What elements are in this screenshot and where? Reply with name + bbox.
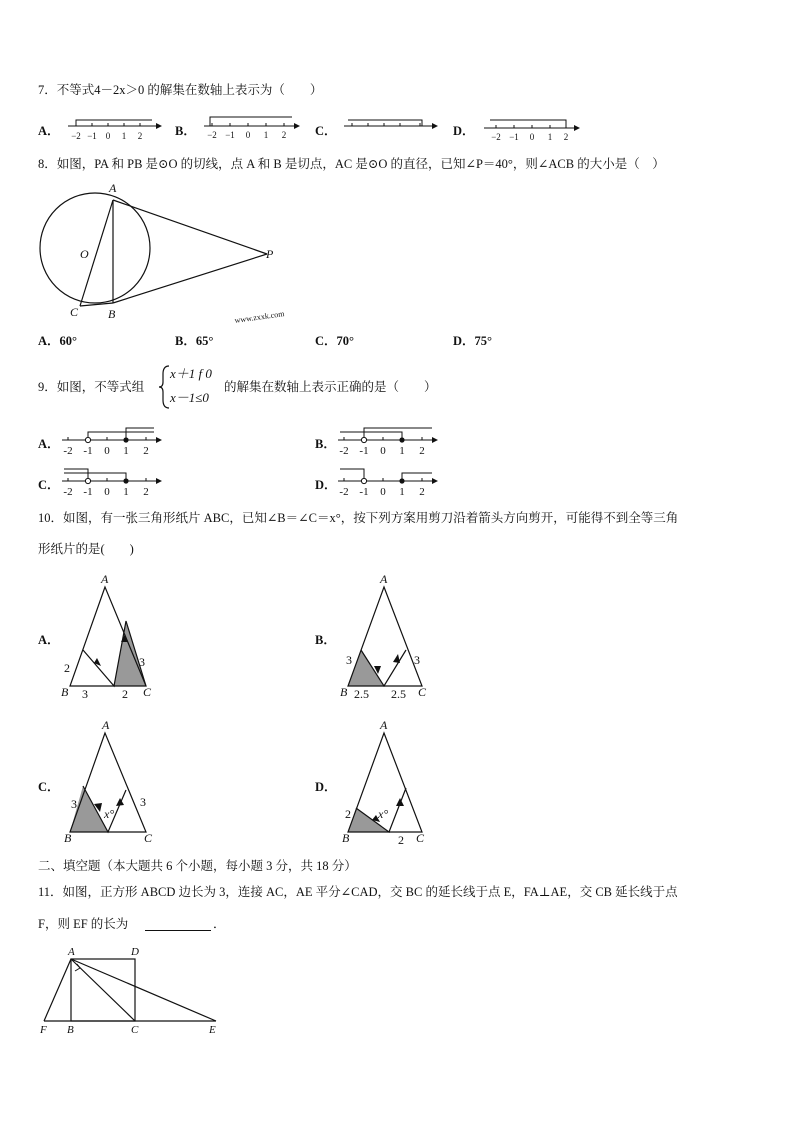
q9-option-c-label[interactable]: C． bbox=[38, 478, 60, 492]
q9-option-d-numberline bbox=[336, 465, 440, 499]
svg-text:C: C bbox=[418, 685, 427, 699]
svg-text:−2: −2 bbox=[207, 130, 217, 140]
q8-option-c[interactable]: C．70° bbox=[315, 334, 355, 348]
svg-text:−1: −1 bbox=[225, 130, 235, 140]
q7-option-c-label[interactable]: C． bbox=[315, 124, 337, 138]
svg-text:2: 2 bbox=[143, 486, 149, 498]
svg-text:B: B bbox=[64, 831, 72, 845]
q11-stem-end: ． bbox=[213, 917, 226, 931]
q8-option-a[interactable]: A．60° bbox=[38, 334, 78, 348]
svg-text:B: B bbox=[61, 685, 69, 699]
svg-text:F: F bbox=[40, 1024, 47, 1036]
q9-option-b-label[interactable]: B． bbox=[315, 437, 336, 451]
q7-option-b-label[interactable]: B． bbox=[175, 124, 196, 138]
svg-text:−1: −1 bbox=[509, 132, 519, 142]
q10-option-a-label[interactable]: A． bbox=[38, 633, 60, 647]
svg-text:2: 2 bbox=[122, 687, 128, 701]
svg-text:A: A bbox=[102, 718, 110, 732]
svg-text:1: 1 bbox=[263, 130, 269, 140]
svg-text:1: 1 bbox=[123, 486, 129, 498]
svg-text:−2: −2 bbox=[71, 131, 81, 141]
svg-text:2: 2 bbox=[64, 661, 70, 675]
svg-text:C: C bbox=[131, 1024, 139, 1036]
svg-text:0: 0 bbox=[104, 486, 110, 498]
watermark: www.zxxk.com bbox=[234, 309, 285, 325]
svg-text:x°: x° bbox=[104, 807, 115, 821]
svg-text:1: 1 bbox=[399, 486, 405, 498]
svg-text:3: 3 bbox=[71, 797, 77, 811]
q10-option-d-label[interactable]: D． bbox=[315, 780, 337, 794]
svg-text:2: 2 bbox=[137, 131, 143, 141]
svg-text:B: B bbox=[340, 685, 348, 699]
svg-text:A: A bbox=[101, 572, 109, 586]
svg-text:x°: x° bbox=[378, 807, 389, 821]
svg-text:-1: -1 bbox=[83, 445, 93, 457]
svg-text:B: B bbox=[67, 1024, 74, 1036]
q9-system-line2: x－1≤0 bbox=[170, 390, 209, 405]
svg-text:1: 1 bbox=[399, 445, 405, 457]
q8-circle-tangent-figure bbox=[30, 178, 290, 325]
q11-answer-blank[interactable] bbox=[145, 930, 211, 931]
svg-text:B: B bbox=[342, 831, 350, 845]
svg-text:1: 1 bbox=[123, 445, 129, 457]
svg-text:-2: -2 bbox=[63, 445, 73, 457]
point-p-label: P bbox=[266, 247, 274, 261]
q9-option-c-numberline bbox=[60, 465, 164, 499]
right-angle-mark bbox=[75, 964, 80, 971]
svg-text:-2: -2 bbox=[339, 486, 349, 498]
svg-text:A: A bbox=[380, 718, 388, 732]
q9-option-d-label[interactable]: D． bbox=[315, 478, 337, 492]
svg-text:-2: -2 bbox=[63, 486, 73, 498]
q10-figure-a bbox=[58, 572, 158, 702]
svg-text:1: 1 bbox=[547, 132, 553, 142]
segment-ae bbox=[71, 959, 216, 1021]
q9-stem-post: 的解集在数轴上表示正确的是（ ） bbox=[224, 380, 437, 394]
point-a-label: A bbox=[109, 181, 117, 195]
segment-fa bbox=[44, 959, 71, 1021]
svg-text:2: 2 bbox=[345, 807, 351, 821]
svg-text:C: C bbox=[143, 685, 152, 699]
point-o-label: O bbox=[80, 247, 89, 261]
q9-option-a-label[interactable]: A． bbox=[38, 437, 60, 451]
q7-option-a-label[interactable]: A． bbox=[38, 124, 60, 138]
svg-text:−2: −2 bbox=[491, 132, 501, 142]
svg-text:A: A bbox=[68, 946, 75, 958]
q10-figure-d bbox=[336, 718, 446, 848]
point-b-label: B bbox=[108, 307, 116, 321]
q7-option-c-numberline bbox=[340, 114, 440, 144]
svg-text:2.5: 2.5 bbox=[354, 687, 369, 701]
svg-text:1: 1 bbox=[121, 131, 127, 141]
q7-option-b-numberline bbox=[200, 112, 304, 142]
svg-text:2.5: 2.5 bbox=[391, 687, 406, 701]
q7-option-d-numberline bbox=[480, 114, 584, 144]
q9-option-b-numberline bbox=[336, 424, 440, 458]
svg-text:3: 3 bbox=[414, 653, 420, 667]
q7-option-d-label[interactable]: D． bbox=[453, 124, 475, 138]
diagonal-ac bbox=[71, 959, 135, 1021]
svg-text:D: D bbox=[131, 946, 139, 958]
q10-option-c-label[interactable]: C． bbox=[38, 780, 60, 794]
svg-text:2: 2 bbox=[563, 132, 569, 142]
q10-stem-line2: 形纸片的是( ) bbox=[38, 542, 134, 556]
svg-text:0: 0 bbox=[245, 130, 251, 140]
q10-stem-line1: 10．如图，有一张三角形纸片 ABC，已知∠B＝∠C＝x°，按下列方案用剪刀沿着箭头方向剪开，可能得不到全等三角 bbox=[38, 511, 679, 525]
svg-text:A: A bbox=[380, 572, 388, 586]
svg-text:0: 0 bbox=[380, 445, 386, 457]
svg-text:C: C bbox=[144, 831, 153, 845]
svg-text:2: 2 bbox=[419, 445, 425, 457]
svg-text:3: 3 bbox=[140, 795, 146, 809]
section-2-title: 二、填空题（本大题共 6 个小题，每小题 3 分，共 18 分） bbox=[38, 859, 357, 873]
q7-option-a-numberline bbox=[64, 114, 164, 144]
svg-text:3: 3 bbox=[346, 653, 352, 667]
q10-option-b-label[interactable]: B． bbox=[315, 633, 336, 647]
svg-text:0: 0 bbox=[529, 132, 535, 142]
svg-text:2: 2 bbox=[281, 130, 287, 140]
q10-figure-b bbox=[336, 572, 446, 702]
circle-o bbox=[40, 193, 150, 303]
svg-text:-1: -1 bbox=[359, 486, 369, 498]
svg-text:2: 2 bbox=[143, 445, 149, 457]
svg-text:-1: -1 bbox=[83, 486, 93, 498]
tangent-pa bbox=[113, 200, 267, 254]
svg-text:3: 3 bbox=[82, 687, 88, 701]
q11-stem-line1: 11．如图，正方形 ABCD 边长为 3，连接 AC，AE 平分∠CAD，交 BC 的延长线于点 E，FA⊥AE，交 CB 延长线于点 bbox=[38, 885, 678, 899]
q11-square-figure bbox=[34, 944, 234, 1039]
q8-stem: 8．如图，PA 和 PB 是⊙O 的切线，点 A 和 B 是切点，AC 是⊙O 的直径，已知∠P＝40°，则∠ACB 的大小是（ ） bbox=[38, 157, 665, 171]
svg-text:2: 2 bbox=[398, 833, 404, 847]
tangent-pb bbox=[113, 254, 267, 303]
q9-stem-pre: 9．如图，不等式组 bbox=[38, 380, 145, 394]
point-c-label: C bbox=[70, 305, 79, 319]
svg-text:3: 3 bbox=[139, 655, 145, 669]
svg-text:-2: -2 bbox=[339, 445, 349, 457]
svg-text:−1: −1 bbox=[87, 131, 97, 141]
svg-text:2: 2 bbox=[419, 486, 425, 498]
q11-stem-line2: F，则 EF 的长为 bbox=[38, 917, 129, 931]
svg-text:0: 0 bbox=[380, 486, 386, 498]
svg-text:C: C bbox=[416, 831, 425, 845]
q9-system-line1: x＋1 f 0 bbox=[170, 366, 212, 381]
q7-stem: 7．不等式4－2x＞0 的解集在数轴上表示为（ ） bbox=[38, 83, 323, 97]
svg-text:0: 0 bbox=[105, 131, 111, 141]
q8-option-b[interactable]: B．65° bbox=[175, 334, 214, 348]
q10-figure-c bbox=[58, 718, 168, 848]
q9-option-a-numberline bbox=[60, 424, 164, 458]
svg-text:0: 0 bbox=[104, 445, 110, 457]
q8-option-d[interactable]: D．75° bbox=[453, 334, 493, 348]
svg-text:E: E bbox=[209, 1024, 216, 1036]
svg-text:-1: -1 bbox=[359, 445, 369, 457]
